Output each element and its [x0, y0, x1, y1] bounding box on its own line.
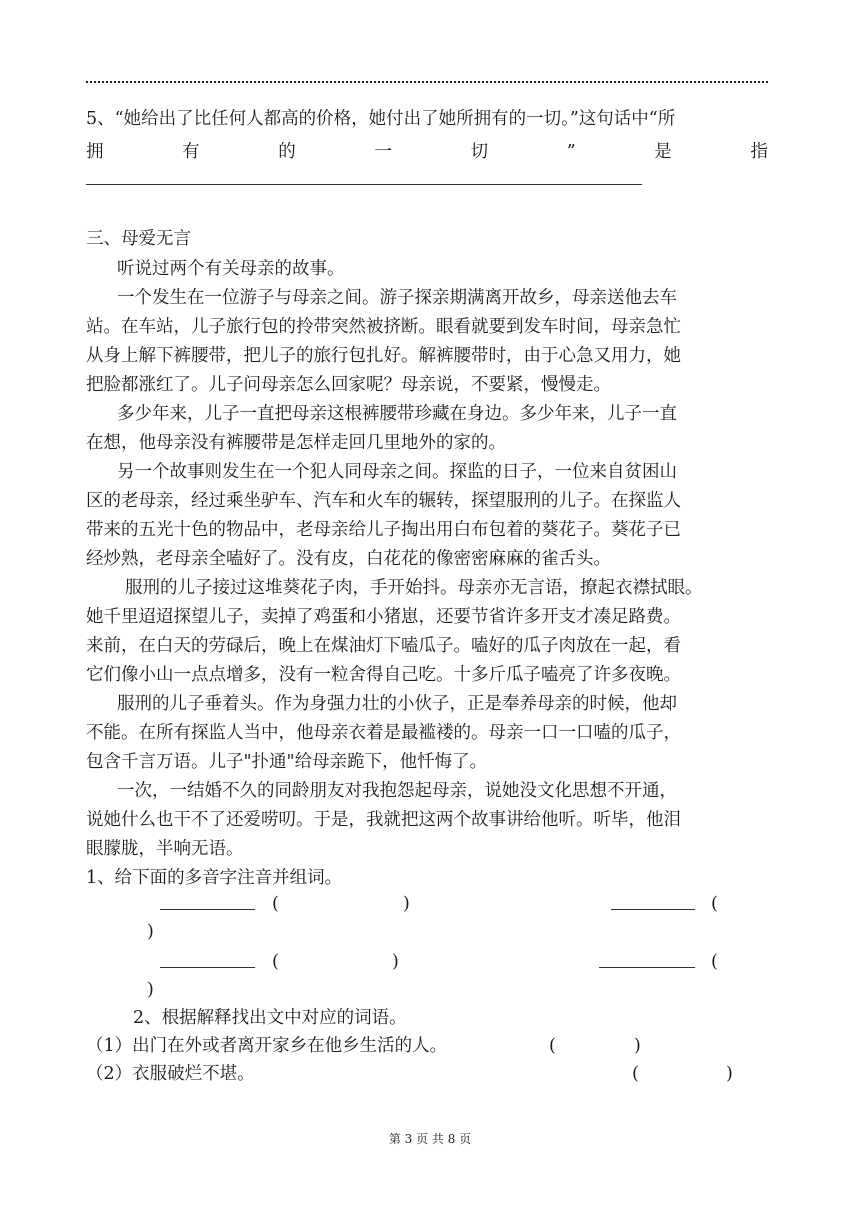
- pinyin-blank[interactable]: [599, 953, 695, 968]
- q5-char: 的: [278, 142, 296, 162]
- q5-char: 切: [470, 142, 489, 162]
- q5-char: ”: [566, 142, 576, 162]
- q5-char: 拥: [86, 142, 104, 162]
- dotted-divider: [86, 81, 768, 83]
- open-paren: (: [272, 894, 279, 914]
- passage-line: 另一个故事则发生在一个犯人同母亲之间。探监的日子，一位来自贫困山: [117, 462, 677, 482]
- q2-item-2: （2）衣服破烂不堪。: [86, 1064, 255, 1084]
- passage-line: 一次，一结婚不久的同龄朋友对我抱怨起母亲，说她没文化思想不开通，: [117, 781, 677, 801]
- close-paren: ): [403, 894, 410, 914]
- passage-line: 区的老母亲，经过乘坐驴车、汽车和火车的辗转，探望服刑的儿子。在探监人: [86, 491, 681, 511]
- close-paren: ): [392, 952, 399, 972]
- open-paren: (: [711, 894, 718, 914]
- passage-line: 来前，在白天的劳碌后，晚上在煤油灯下嗑瓜子。嗑好的瓜子肉放在一起，看: [86, 636, 681, 656]
- passage-line: 在想，他母亲没有裤腰带是怎样走回几里地外的家的。: [86, 433, 506, 453]
- passage-line: 把脸都涨红了。儿子问母亲怎么回家呢？母亲说，不要紧，慢慢走。: [86, 375, 611, 395]
- pinyin-blank[interactable]: [160, 953, 255, 968]
- passage-line: 从身上解下裤腰带，把儿子的旅行包扎好。解裤腰带时，由于心急又用力，她: [86, 346, 681, 366]
- passage-line: 多少年来，儿子一直把母亲这根裤腰带珍藏在身边。多少年来，儿子一直: [117, 404, 677, 424]
- open-paren: (: [549, 1036, 556, 1056]
- passage-line: 经炒熟，老母亲全嗑好了。没有皮，白花花的像密密麻麻的雀舌头。: [86, 549, 611, 569]
- q5-answer-line[interactable]: [86, 184, 642, 185]
- q2-title: 2、根据解释找出文中对应的词语。: [133, 1008, 407, 1028]
- passage-line: 听说过两个有关母亲的故事。: [117, 259, 345, 279]
- open-paren: (: [711, 952, 718, 972]
- close-paren: ): [634, 1036, 641, 1056]
- section-title: 三、母爱无言: [86, 229, 191, 249]
- q5-char: 一: [374, 142, 392, 162]
- page-footer: 第 3 页 共 8 页: [388, 1132, 472, 1146]
- passage-line: 包含千言万语。儿子"扑通"给母亲跪下，他忏悔了。: [86, 752, 488, 772]
- pinyin-blank[interactable]: [160, 895, 255, 910]
- passage-line: 一个发生在一位游子与母亲之间。游子探亲期满离开故乡，母亲送他去车: [117, 288, 677, 308]
- q2-item-1: （1）出门在外或者离开家乡在他乡生活的人。: [86, 1036, 448, 1056]
- close-paren: ): [147, 980, 154, 1000]
- close-paren: ): [147, 922, 154, 942]
- q1-title: 1、给下面的多音字注音并组词。: [86, 868, 343, 888]
- passage-line: 服刑的儿子垂着头。作为身强力壮的小伙子，正是奉养母亲的时候，他却: [117, 694, 677, 714]
- passage-line: 眼朦胧，半响无语。: [86, 839, 244, 859]
- passage-line: 带来的五光十色的物品中，老母亲给儿子掏出用白布包着的葵花子。葵花子已: [86, 520, 681, 540]
- passage-line: 不能。在所有探监人当中，他母亲衣着是最褴褛的。母亲一口一口嗑的瓜子，: [86, 723, 681, 743]
- q5-text-line2: [86, 140, 768, 164]
- q5-char: 有: [182, 142, 200, 162]
- pinyin-blank[interactable]: [611, 895, 695, 910]
- passage-line: 它们像小山一点点增多，没有一粒舍得自己吃。十多斤瓜子嗑亮了许多夜晚。: [86, 665, 681, 685]
- q5-char: 指: [750, 142, 768, 162]
- open-paren: (: [632, 1064, 639, 1084]
- close-paren: ): [726, 1064, 733, 1084]
- q5-char: 是: [654, 142, 672, 162]
- passage-line: 服刑的儿子接过这堆葵花子肉，手开始抖。母亲亦无言语，撩起衣襟拭眼。: [125, 578, 703, 598]
- passage-line: 说她什么也干不了还爱唠叨。于是，我就把这两个故事讲给他听。听毕，他泪: [86, 810, 681, 830]
- passage-line: 她千里迢迢探望儿子，卖掉了鸡蛋和小猪崽，还要节省许多开支才凑足路费。: [86, 607, 681, 627]
- passage-line: 站。在车站，儿子旅行包的拎带突然被挤断。眼看就要到发车时间，母亲急忙: [86, 317, 681, 337]
- q5-text-line1: 5、“她给出了比任何人都高的价格，她付出了她所拥有的一切。”这句话中“所: [86, 109, 676, 129]
- open-paren: (: [272, 952, 279, 972]
